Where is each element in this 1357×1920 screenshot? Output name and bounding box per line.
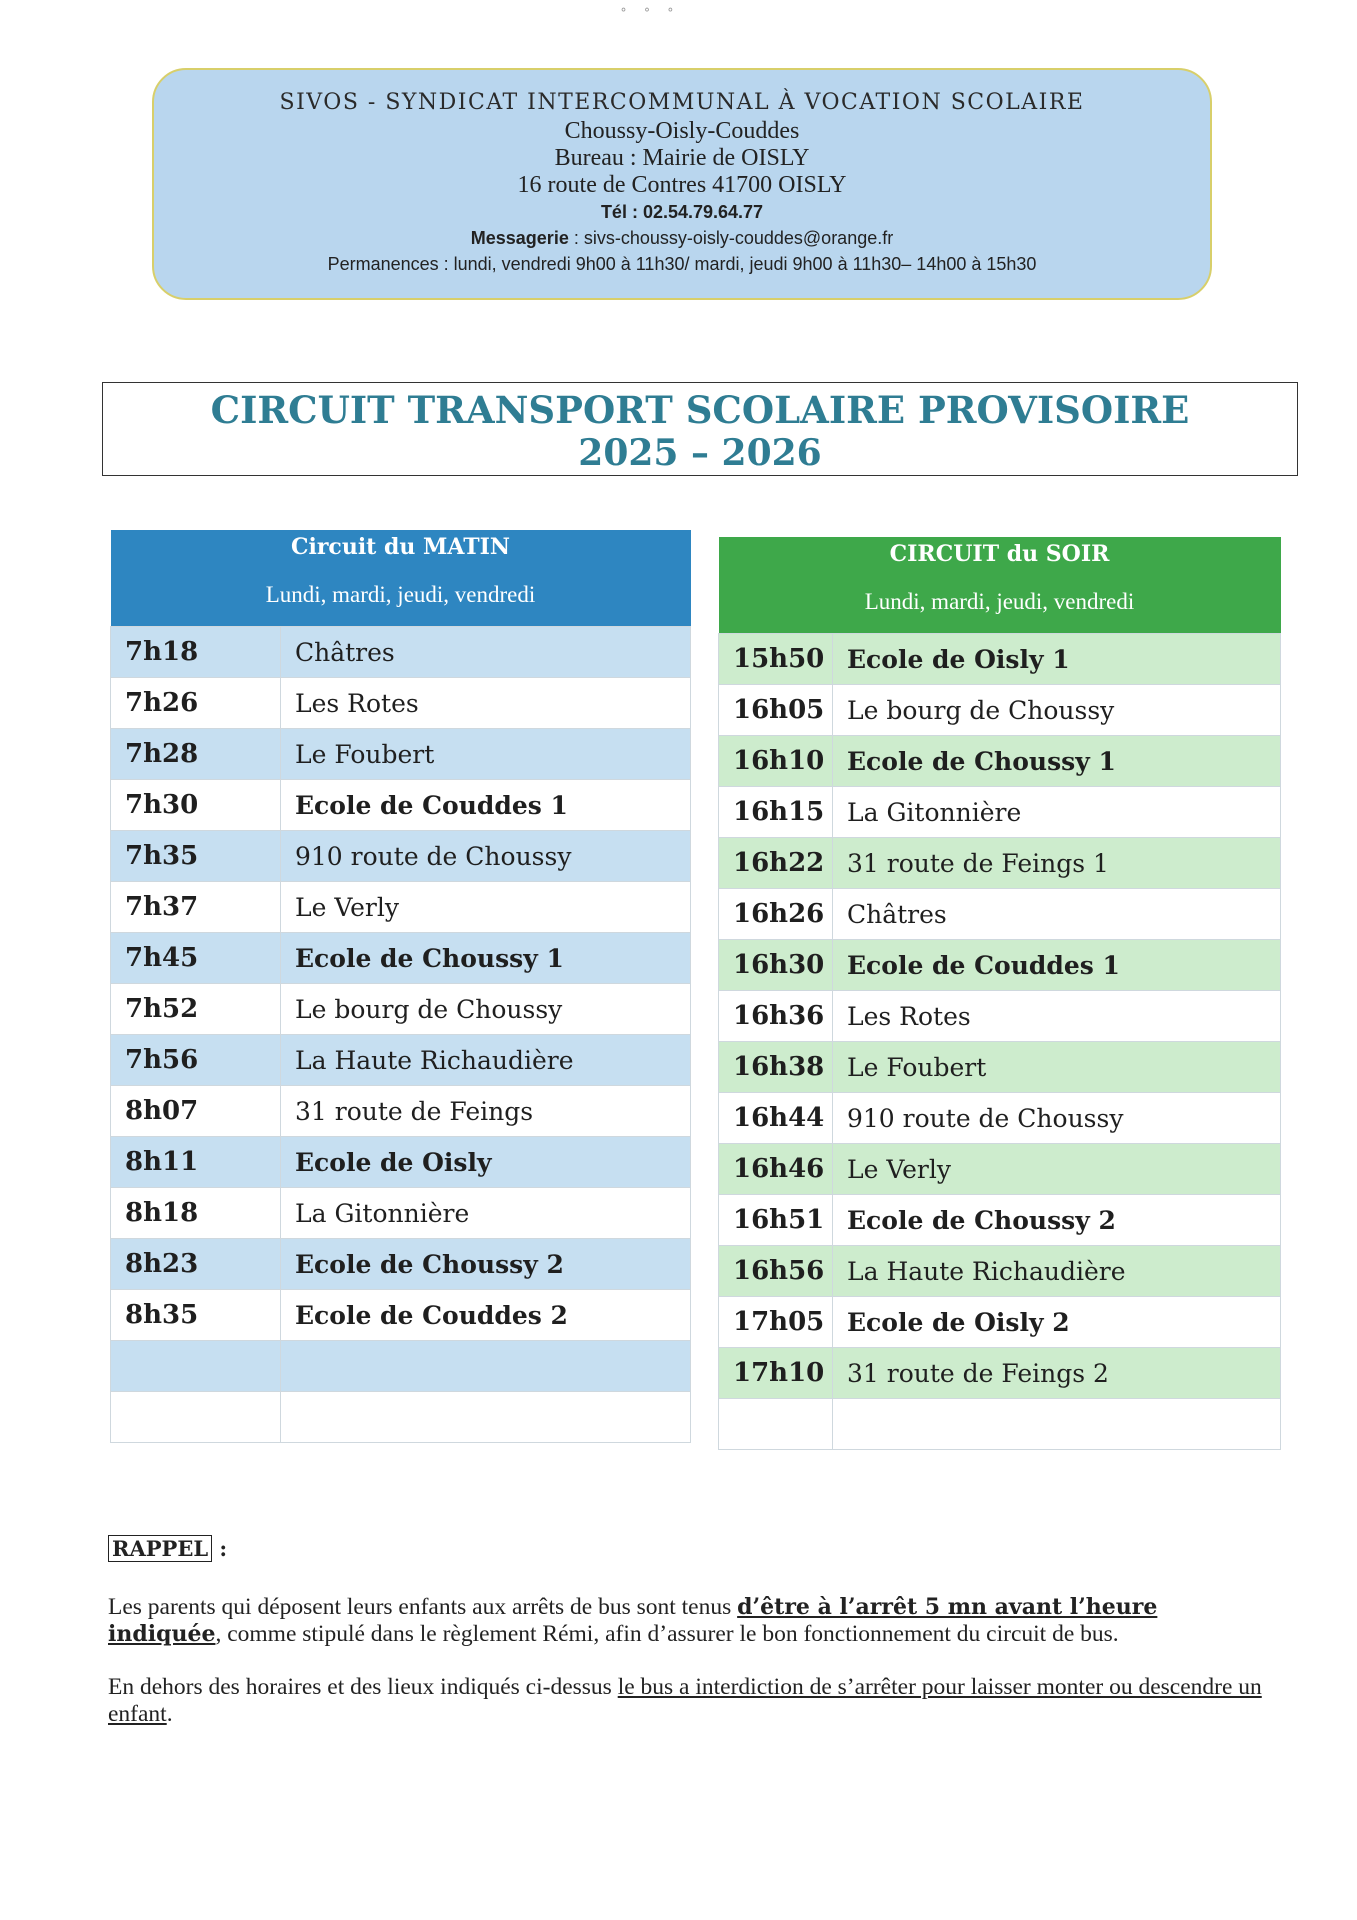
stop-place: 910 route de Choussy bbox=[281, 831, 691, 882]
stop-place: Ecole de Couddes 1 bbox=[833, 940, 1281, 991]
stop-place: 31 route de Feings bbox=[281, 1086, 691, 1137]
stop-place: Le Foubert bbox=[281, 729, 691, 780]
empty-row bbox=[111, 1392, 691, 1443]
stop-time: 8h07 bbox=[111, 1086, 281, 1137]
stop-time: 16h51 bbox=[719, 1195, 833, 1246]
table-row bbox=[111, 882, 691, 933]
table-row bbox=[111, 1086, 691, 1137]
stop-place: Ecole de Couddes 1 bbox=[281, 780, 691, 831]
table-row bbox=[111, 678, 691, 729]
matin-table bbox=[110, 530, 691, 1443]
telephone: Tél : 02.54.79.64.77 bbox=[600, 202, 764, 222]
table-row bbox=[719, 1297, 1281, 1348]
stop-time: 16h46 bbox=[719, 1144, 833, 1195]
stop-time: 7h28 bbox=[111, 729, 281, 780]
table-row bbox=[719, 736, 1281, 787]
stop-place: Le Verly bbox=[833, 1144, 1281, 1195]
soir-title: CIRCUIT du SOIR bbox=[719, 537, 1281, 571]
table-row bbox=[111, 1035, 691, 1086]
stop-time: 7h35 bbox=[111, 831, 281, 882]
stop-place: Ecole de Choussy 1 bbox=[281, 933, 691, 984]
stop-time: 16h56 bbox=[719, 1246, 833, 1297]
stop-place: Ecole de Choussy 2 bbox=[281, 1239, 691, 1290]
bureau: Bureau : Mairie de OISLY bbox=[554, 145, 810, 171]
stop-time: 7h18 bbox=[111, 627, 281, 678]
stop-place: La Haute Richaudière bbox=[281, 1035, 691, 1086]
table-row bbox=[719, 1042, 1281, 1093]
rappel-paragraph-2: En dehors des horaires et des lieux indiqués ci-dessus le bus a interdiction de s’arrêter pour laisser monter ou descendre un enfant. bbox=[108, 1674, 1262, 1727]
table-row bbox=[111, 729, 691, 780]
stop-place: Le bourg de Choussy bbox=[281, 984, 691, 1035]
stop-time: 16h22 bbox=[719, 838, 833, 889]
stop-place: Ecole de Choussy 2 bbox=[833, 1195, 1281, 1246]
table-row bbox=[719, 940, 1281, 991]
stop-place: La Gitonnière bbox=[833, 787, 1281, 838]
stop-time: 16h38 bbox=[719, 1042, 833, 1093]
title-box bbox=[102, 382, 1298, 476]
table-row bbox=[111, 831, 691, 882]
school-year: 2025 – 2026 bbox=[578, 432, 822, 474]
stop-place: Ecole de Oisly bbox=[281, 1137, 691, 1188]
table-row bbox=[111, 984, 691, 1035]
stop-place: Le Verly bbox=[281, 882, 691, 933]
stop-time: 16h10 bbox=[719, 736, 833, 787]
table-row bbox=[719, 787, 1281, 838]
table-row bbox=[111, 780, 691, 831]
permanences: Permanences : lundi, vendredi 9h00 à 11h30/ mardi, jeudi 9h00 à 11h30– 14h00 à 15h30 bbox=[327, 254, 1037, 274]
table-row bbox=[111, 1290, 691, 1341]
rappel-paragraph-1: Les parents qui déposent leurs enfants aux arrêts de bus sont tenus d’être à l’arrêt 5 mn avant l’heure indiquée, comme stipulé dans le règlement Rémi, afin d’assurer le bon fonctionnement du circuit de bus. bbox=[108, 1594, 1158, 1647]
scan-marks: ˚ ˚ ˚ bbox=[620, 8, 680, 24]
stop-time: 16h05 bbox=[719, 685, 833, 736]
table-row bbox=[111, 627, 691, 678]
stop-time: 16h15 bbox=[719, 787, 833, 838]
stop-time: 8h23 bbox=[111, 1239, 281, 1290]
stop-time: 17h05 bbox=[719, 1297, 833, 1348]
stop-time: 7h37 bbox=[111, 882, 281, 933]
table-row bbox=[111, 1188, 691, 1239]
table-row bbox=[719, 1348, 1281, 1399]
soir-table bbox=[718, 537, 1281, 1450]
table-row bbox=[111, 1239, 691, 1290]
stop-time: 7h30 bbox=[111, 780, 281, 831]
table-row bbox=[719, 1246, 1281, 1297]
table-row bbox=[719, 685, 1281, 736]
stop-place: Ecole de Oisly 1 bbox=[833, 634, 1281, 685]
table-row bbox=[719, 634, 1281, 685]
stop-time: 16h44 bbox=[719, 1093, 833, 1144]
stop-place: Ecole de Oisly 2 bbox=[833, 1297, 1281, 1348]
soir-days: Lundi, mardi, jeudi, vendredi bbox=[719, 571, 1281, 634]
rappel-label: RAPPEL : bbox=[108, 1536, 227, 1561]
stop-time: 7h45 bbox=[111, 933, 281, 984]
table-row bbox=[719, 838, 1281, 889]
stop-place: 31 route de Feings 2 bbox=[833, 1348, 1281, 1399]
stop-place: Ecole de Couddes 2 bbox=[281, 1290, 691, 1341]
towns: Choussy-Oisly-Couddes bbox=[564, 118, 800, 144]
address: 16 route de Contres 41700 OISLY bbox=[517, 172, 847, 198]
table-row bbox=[111, 1137, 691, 1188]
stop-place: Châtres bbox=[281, 627, 691, 678]
table-row bbox=[719, 1195, 1281, 1246]
table-row bbox=[719, 1144, 1281, 1195]
stop-place: La Haute Richaudière bbox=[833, 1246, 1281, 1297]
empty-row bbox=[111, 1341, 691, 1392]
stop-time: 16h36 bbox=[719, 991, 833, 1042]
stop-place: 910 route de Choussy bbox=[833, 1093, 1281, 1144]
stop-place: La Gitonnière bbox=[281, 1188, 691, 1239]
stop-time: 17h10 bbox=[719, 1348, 833, 1399]
table-row bbox=[719, 1093, 1281, 1144]
matin-days: Lundi, mardi, jeudi, vendredi bbox=[111, 564, 691, 627]
stop-time: 7h52 bbox=[111, 984, 281, 1035]
stop-place: Le bourg de Choussy bbox=[833, 685, 1281, 736]
stop-time: 8h11 bbox=[111, 1137, 281, 1188]
table-row bbox=[111, 933, 691, 984]
stop-place: Les Rotes bbox=[833, 991, 1281, 1042]
stop-time: 16h30 bbox=[719, 940, 833, 991]
stop-time: 7h56 bbox=[111, 1035, 281, 1086]
table-row bbox=[719, 991, 1281, 1042]
stop-place: Châtres bbox=[833, 889, 1281, 940]
stop-place: Ecole de Choussy 1 bbox=[833, 736, 1281, 787]
matin-title: Circuit du MATIN bbox=[111, 530, 691, 564]
stop-place: Le Foubert bbox=[833, 1042, 1281, 1093]
org-name: SIVOS - SYNDICAT INTERCOMMUNAL À VOCATION SCOLAIRE bbox=[279, 90, 1085, 115]
header-box bbox=[152, 68, 1212, 300]
page-title: CIRCUIT TRANSPORT SCOLAIRE PROVISOIRE bbox=[210, 388, 1190, 432]
stop-time: 7h26 bbox=[111, 678, 281, 729]
table-row bbox=[719, 889, 1281, 940]
stop-place: 31 route de Feings 1 bbox=[833, 838, 1281, 889]
stop-time: 8h35 bbox=[111, 1290, 281, 1341]
stop-time: 15h50 bbox=[719, 634, 833, 685]
stop-time: 16h26 bbox=[719, 889, 833, 940]
empty-row bbox=[719, 1399, 1281, 1450]
stop-time: 8h18 bbox=[111, 1188, 281, 1239]
messagerie: Messagerie : sivs-choussy-oisly-couddes@orange.fr bbox=[470, 228, 894, 248]
stop-place: Les Rotes bbox=[281, 678, 691, 729]
